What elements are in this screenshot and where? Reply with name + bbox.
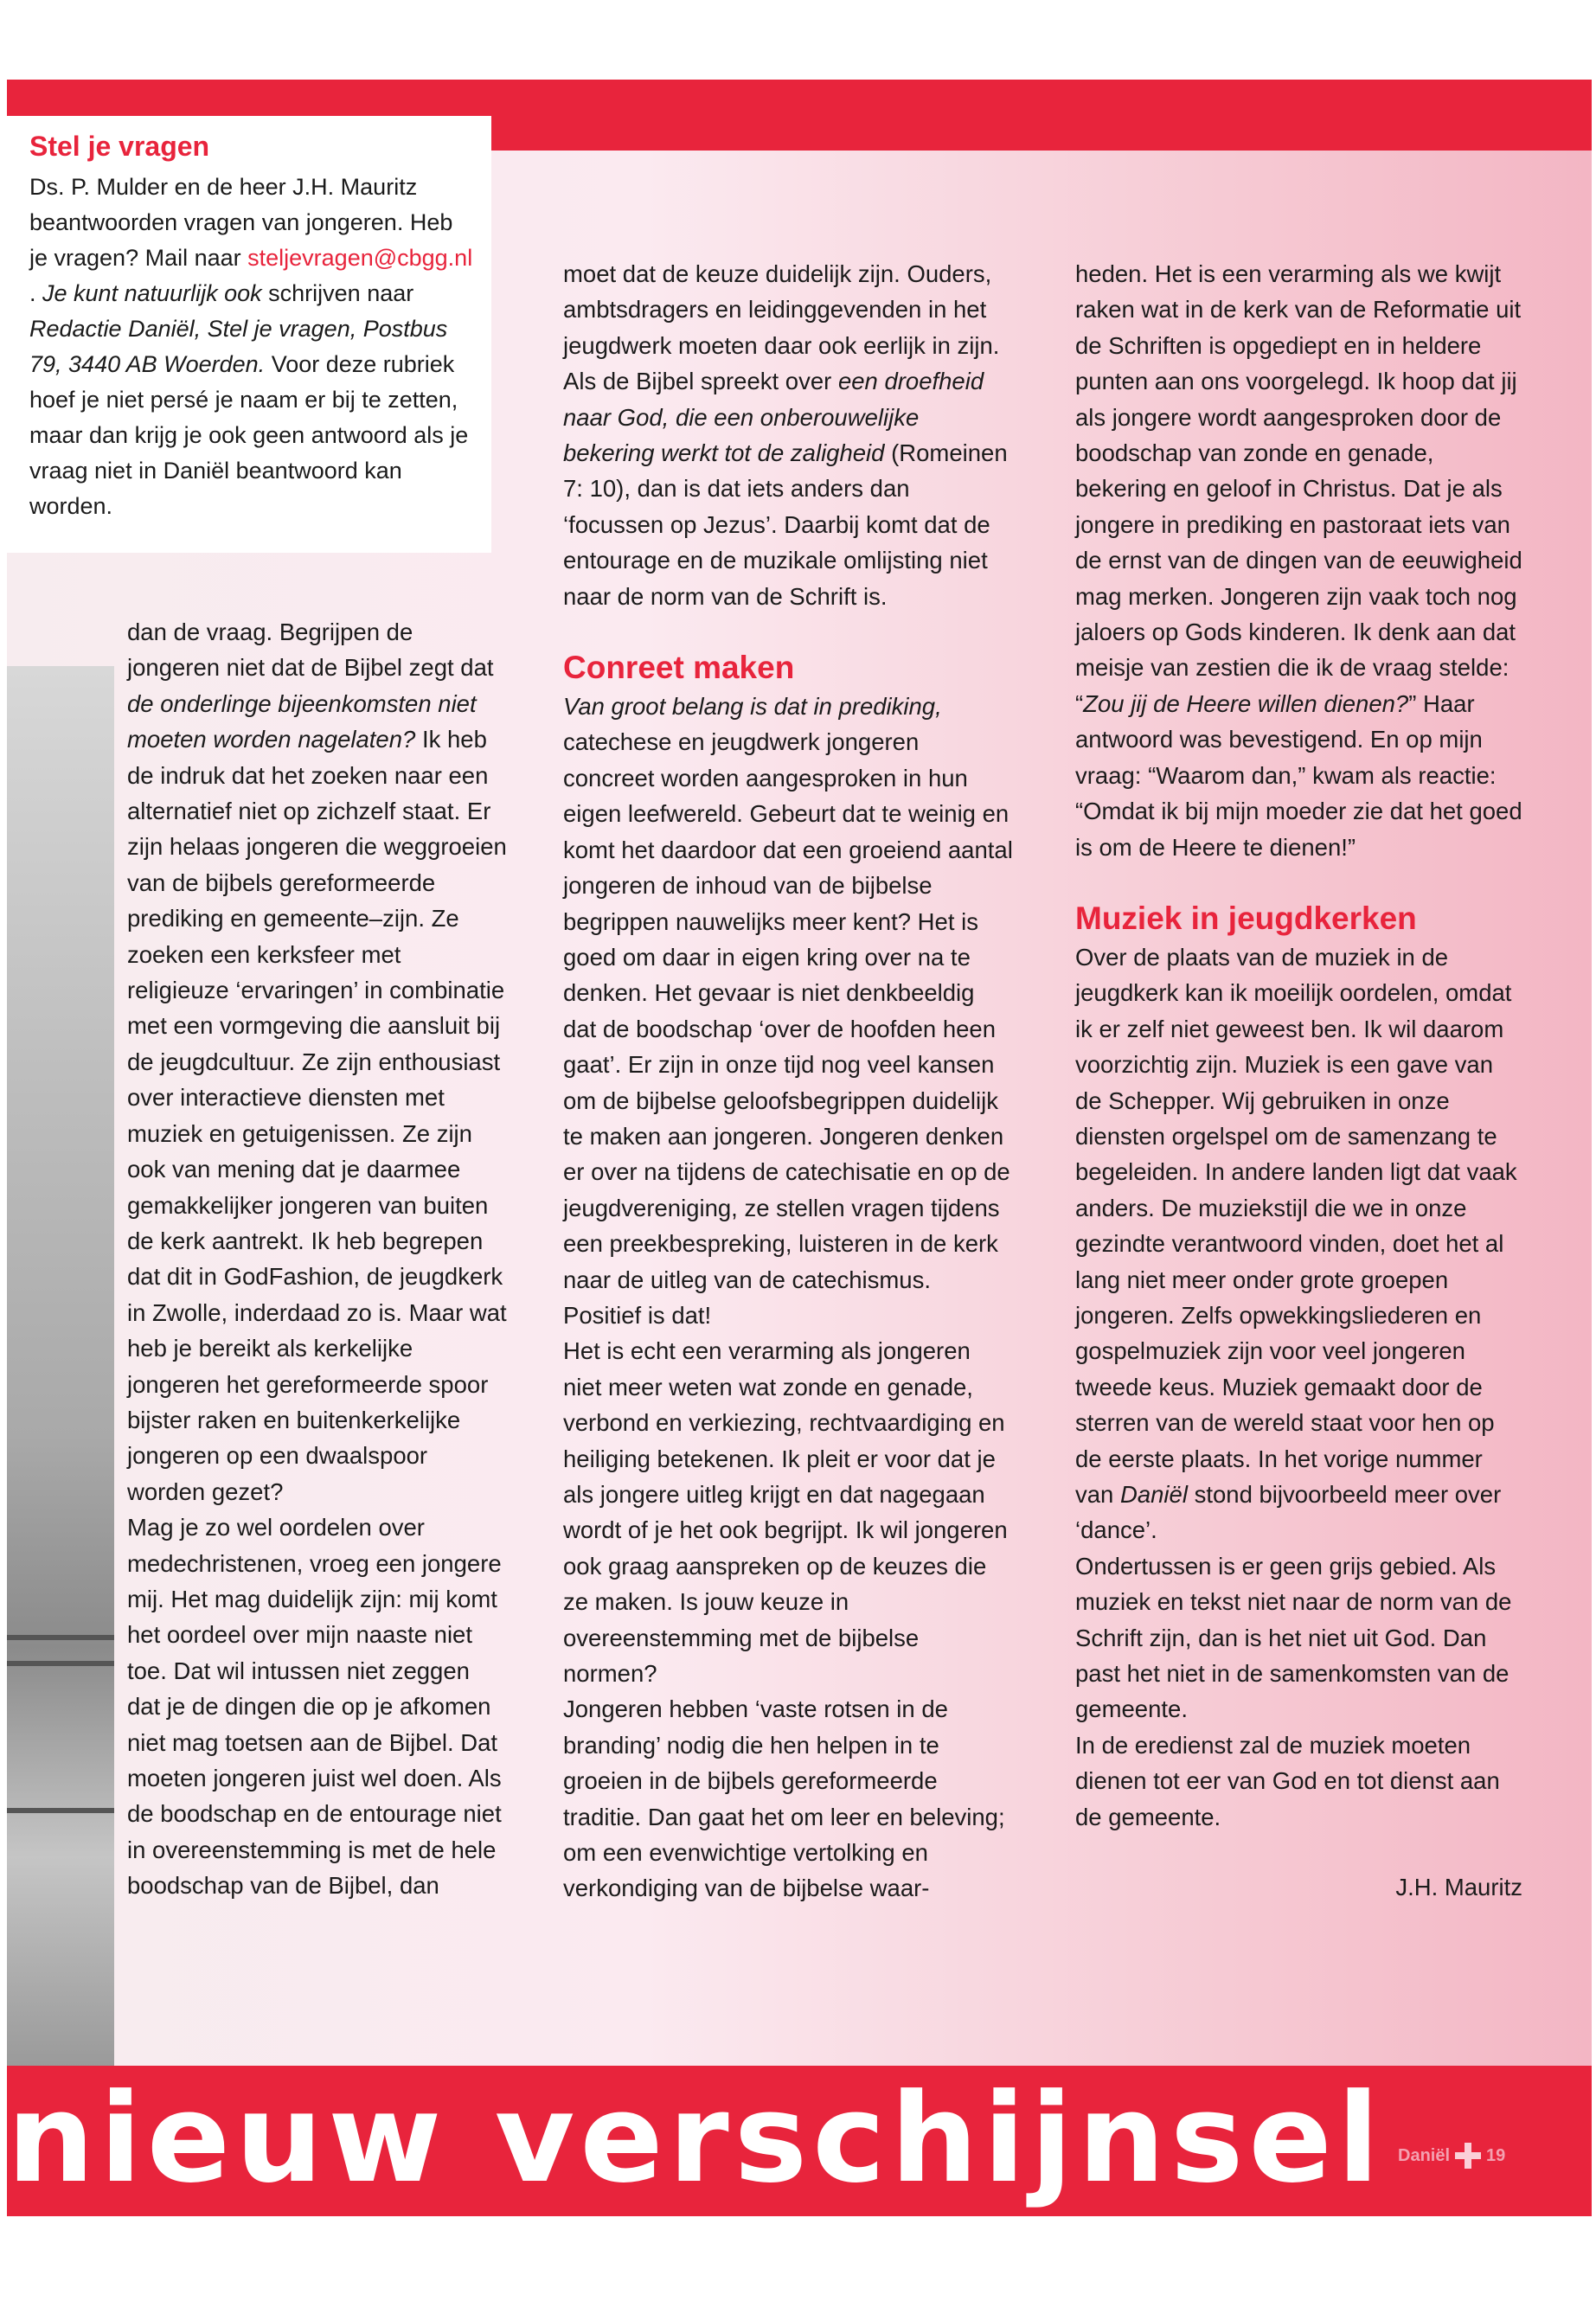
text-run: moet dat de keuze duidelijk zijn. Ouders, ambtsdragers en leidinggevenden in het jeugdwerk moeten daar ook eerlijk in zijn. Als de Bijbel spreekt over [563, 260, 1000, 395]
section-heading: Conreet maken [563, 650, 795, 686]
text-run: Ik heb de indruk dat het zoeken naar een alternatief niet op zichzelf staat. Er zijn helaas jongeren die weggroeien van de bijbels gereformeerde prediking en gemeente–zijn. Ze zoeken een kerksfeer met religieuze ‘ervaringen’ in combinatie met een vormgeving die aansluit bij de jeugdcultuur. Ze zijn enthousiast over interactieve diensten met muziek en getuigenissen. Ze zijn ook van mening dat je daarmee gemakkelijker jongeren van buiten de kerk aantrekt. Ik heb begrepen dat dit in GodFashion, de jeugdkerk in Zwolle, inderdaad zo is. Maar wat heb je bereikt als kerkelijke jongeren het gereformeerde spoor bijster raken en buitenkerkelijke jongeren op een dwaalspoor worden gezet? [127, 726, 507, 1505]
cross-icon [1455, 2143, 1481, 2169]
page-number: 19 [1486, 2146, 1506, 2165]
questions-box-text [29, 170, 474, 524]
photo-rail [7, 1635, 114, 1640]
left-edge-photo [7, 666, 114, 2067]
paragraph [1075, 256, 1525, 865]
intro-text: Ds. P. Mulder en de heer J.H. Mauritz beantwoorden vragen van jongeren. Heb je vragen? Mail naar [29, 174, 453, 271]
postal-address: Redactie Daniël, Stel je vragen, Postbus 79, 3440 AB Woerden. [29, 316, 448, 377]
page-footer [1398, 2142, 1505, 2170]
photo-rail [7, 1661, 114, 1666]
text-run: heden. Het is een verarming als we kwijt raken wat in de kerk van de Reformatie uit de Schriften is opgediept en in heldere punten aan ons voorgelegd. Ik hoop dat jij als jongere wordt aangesproken door de boodschap van zonde en genade, bekering en geloof in Christus. Dat je als jongere in prediking en pastoraat iets van de ernst van de dingen van de eeuwigheid mag merken. Jongeren zijn vaak toch nog jaloers op Gods kinderen. Ik denk aan dat meisje van zestien die ik de vraag stelde: “ [1075, 260, 1522, 717]
italic-run: Van groot belang is dat in prediking, [563, 693, 942, 721]
italic-run: Daniël [1119, 1481, 1188, 1508]
text-run: catechese en jeugdwerk jongeren concreet worden aangesproken in hun eigen leefwereld. Gebeurt dat te weinig en komt het daardoor dat een groeiend aantal jongeren de inhoud van de bijbelse begrippen nauwelijks meer kent? Het is goed om daar in eigen kring over na te denken. Het gevaar is niet denkbeeldig dat de boodschap ‘over de hoofden heen gaat’. Er zijn in onze tijd nog veel kansen om de bijbelse geloofsbegrippen duidelijk te maken aan jongeren. Jongeren denken er over na tijdens de catechisatie en op de jeugdvereniging, ze stellen vragen tijdens een preekbespreking, luisteren in de kerk naar de uitleg van de catechismus. Positief is dat! [563, 728, 1013, 1329]
paragraph: Het is echt een verarming als jongeren niet meer weten wat zonde en genade, verbond en verkiezing, rechtvaardiging en heiliging betekenen. Ik pleit er voor dat je als jongere uitleg krijgt en dat nagegaan wordt of je het ook begrijpt. Ik wil jongeren ook graag aanspreken op de keuzes die ze maken. Is jouw keuze in overeenstemming met de bijbelse normen? [563, 1337, 1008, 1688]
paragraph: Ondertussen is er geen grijs gebied. Als muziek en tekst niet naar de norm van de Schrift zijn, dan is het niet uit God. Dan past het niet in de samenkomsten van de gemeente. [1075, 1552, 1512, 1723]
email-link[interactable]: steljevragen@cbgg.nl [247, 245, 473, 271]
text-run: (Romeinen 7: 10), dan is dat iets anders dan ‘focussen op Jezus’. Daarbij komt dat de entourage en de muzikale omlijsting niet naar de norm van de Schrift is. [563, 439, 1008, 610]
questions-box-title: Stel je vragen [29, 131, 210, 162]
paragraph [563, 689, 1013, 1333]
paragraph [563, 256, 1013, 614]
paragraph: In de eredienst zal de muziek moeten dienen tot eer van God en tot dienst aan de gemeente. [1075, 1731, 1500, 1830]
italic-run: de onderlinge bijeenkomsten niet moeten worden nagelaten? [127, 689, 477, 753]
photo-rail [7, 1808, 114, 1813]
intro-text: Voor deze rubriek hoef je niet persé je naam er bij te zetten, maar dan krijg je ook geen antwoord als je vraag niet in Daniël beantwoord kan worden. [29, 351, 469, 519]
text-run: dan de vraag. Begrijpen de jongeren niet dat de Bijbel zegt dat [127, 619, 494, 682]
paragraph [127, 614, 508, 1509]
paragraph: Jongeren hebben ‘vaste rotsen in de branding’ nodig die hen helpen in te groeien in de bijbels gereformeerde traditie. Dan gaat het om leer en beleving; om een evenwichtige vertolking en verkondiging van de bijbelse waar- [563, 1695, 1005, 1902]
text-run: ” Haar antwoord was bevestigend. En op mijn vraag: “Waarom dan,” kwam als reactie: “Omdat ik bij mijn moeder zie dat het goed is om de Heere te dienen!” [1075, 689, 1522, 861]
italic-run: een droefheid naar God, die een onberouwelijke bekering werkt tot de zaligheid [563, 368, 984, 467]
text-run: stond bijvoorbeeld meer over ‘dance’. [1075, 1481, 1502, 1544]
author-signature: J.H. Mauritz [1395, 1874, 1522, 1901]
paragraph [1075, 939, 1525, 1548]
article-column-1 [127, 614, 508, 1904]
intro-italic: Je kunt natuurlijk ook [42, 280, 262, 306]
banner-title: nieuw verschijnsel [7, 2067, 1385, 2210]
intro-text: . [29, 280, 43, 306]
article-column-3 [1075, 256, 1525, 1905]
magazine-name: Daniël [1398, 2146, 1451, 2165]
intro-text: schrijven naar [261, 280, 414, 306]
italic-run: Zou jij de Heere willen dienen? [1083, 689, 1409, 717]
paragraph: Mag je zo wel oordelen over medechristenen, vroeg een jongere mij. Het mag duidelijk zijn: mij komt het oordeel over mijn naaste niet toe. Dat wil intussen niet zeggen dat je de dingen die op je afkomen niet mag toetsen aan de Bijbel. Dat moeten jongeren juist wel doen. Als de boodschap en de entourage niet in overeenstemming is met de hele boodschap van de Bijbel, dan [127, 1514, 502, 1900]
section-heading: Muziek in jeugdkerken [1075, 900, 1417, 936]
text-run: Over de plaats van de muziek in de jeugdkerk kan ik moeilijk oordelen, omdat ik er zelf niet geweest ben. Ik wil daarom voorzichtig zijn. Muziek is een gave van de Schepper. Wij gebruiken in onze diensten orgelspel om de samenzang te begeleiden. In andere landen ligt dat vaak anders. De muziekstijl die we in onze gezindte verantwoord vinden, doet het al lang niet meer onder grote groepen jongeren. Zelfs opwekkingsliederen en gospelmuziek zijn voor veel jongeren tweede keus. Muziek gemaakt door de sterren van de wereld staat voor hen op de eerste plaats. In het vorige nummer van [1075, 943, 1517, 1508]
article-column-2 [563, 256, 1013, 1907]
questions-box [7, 116, 491, 553]
